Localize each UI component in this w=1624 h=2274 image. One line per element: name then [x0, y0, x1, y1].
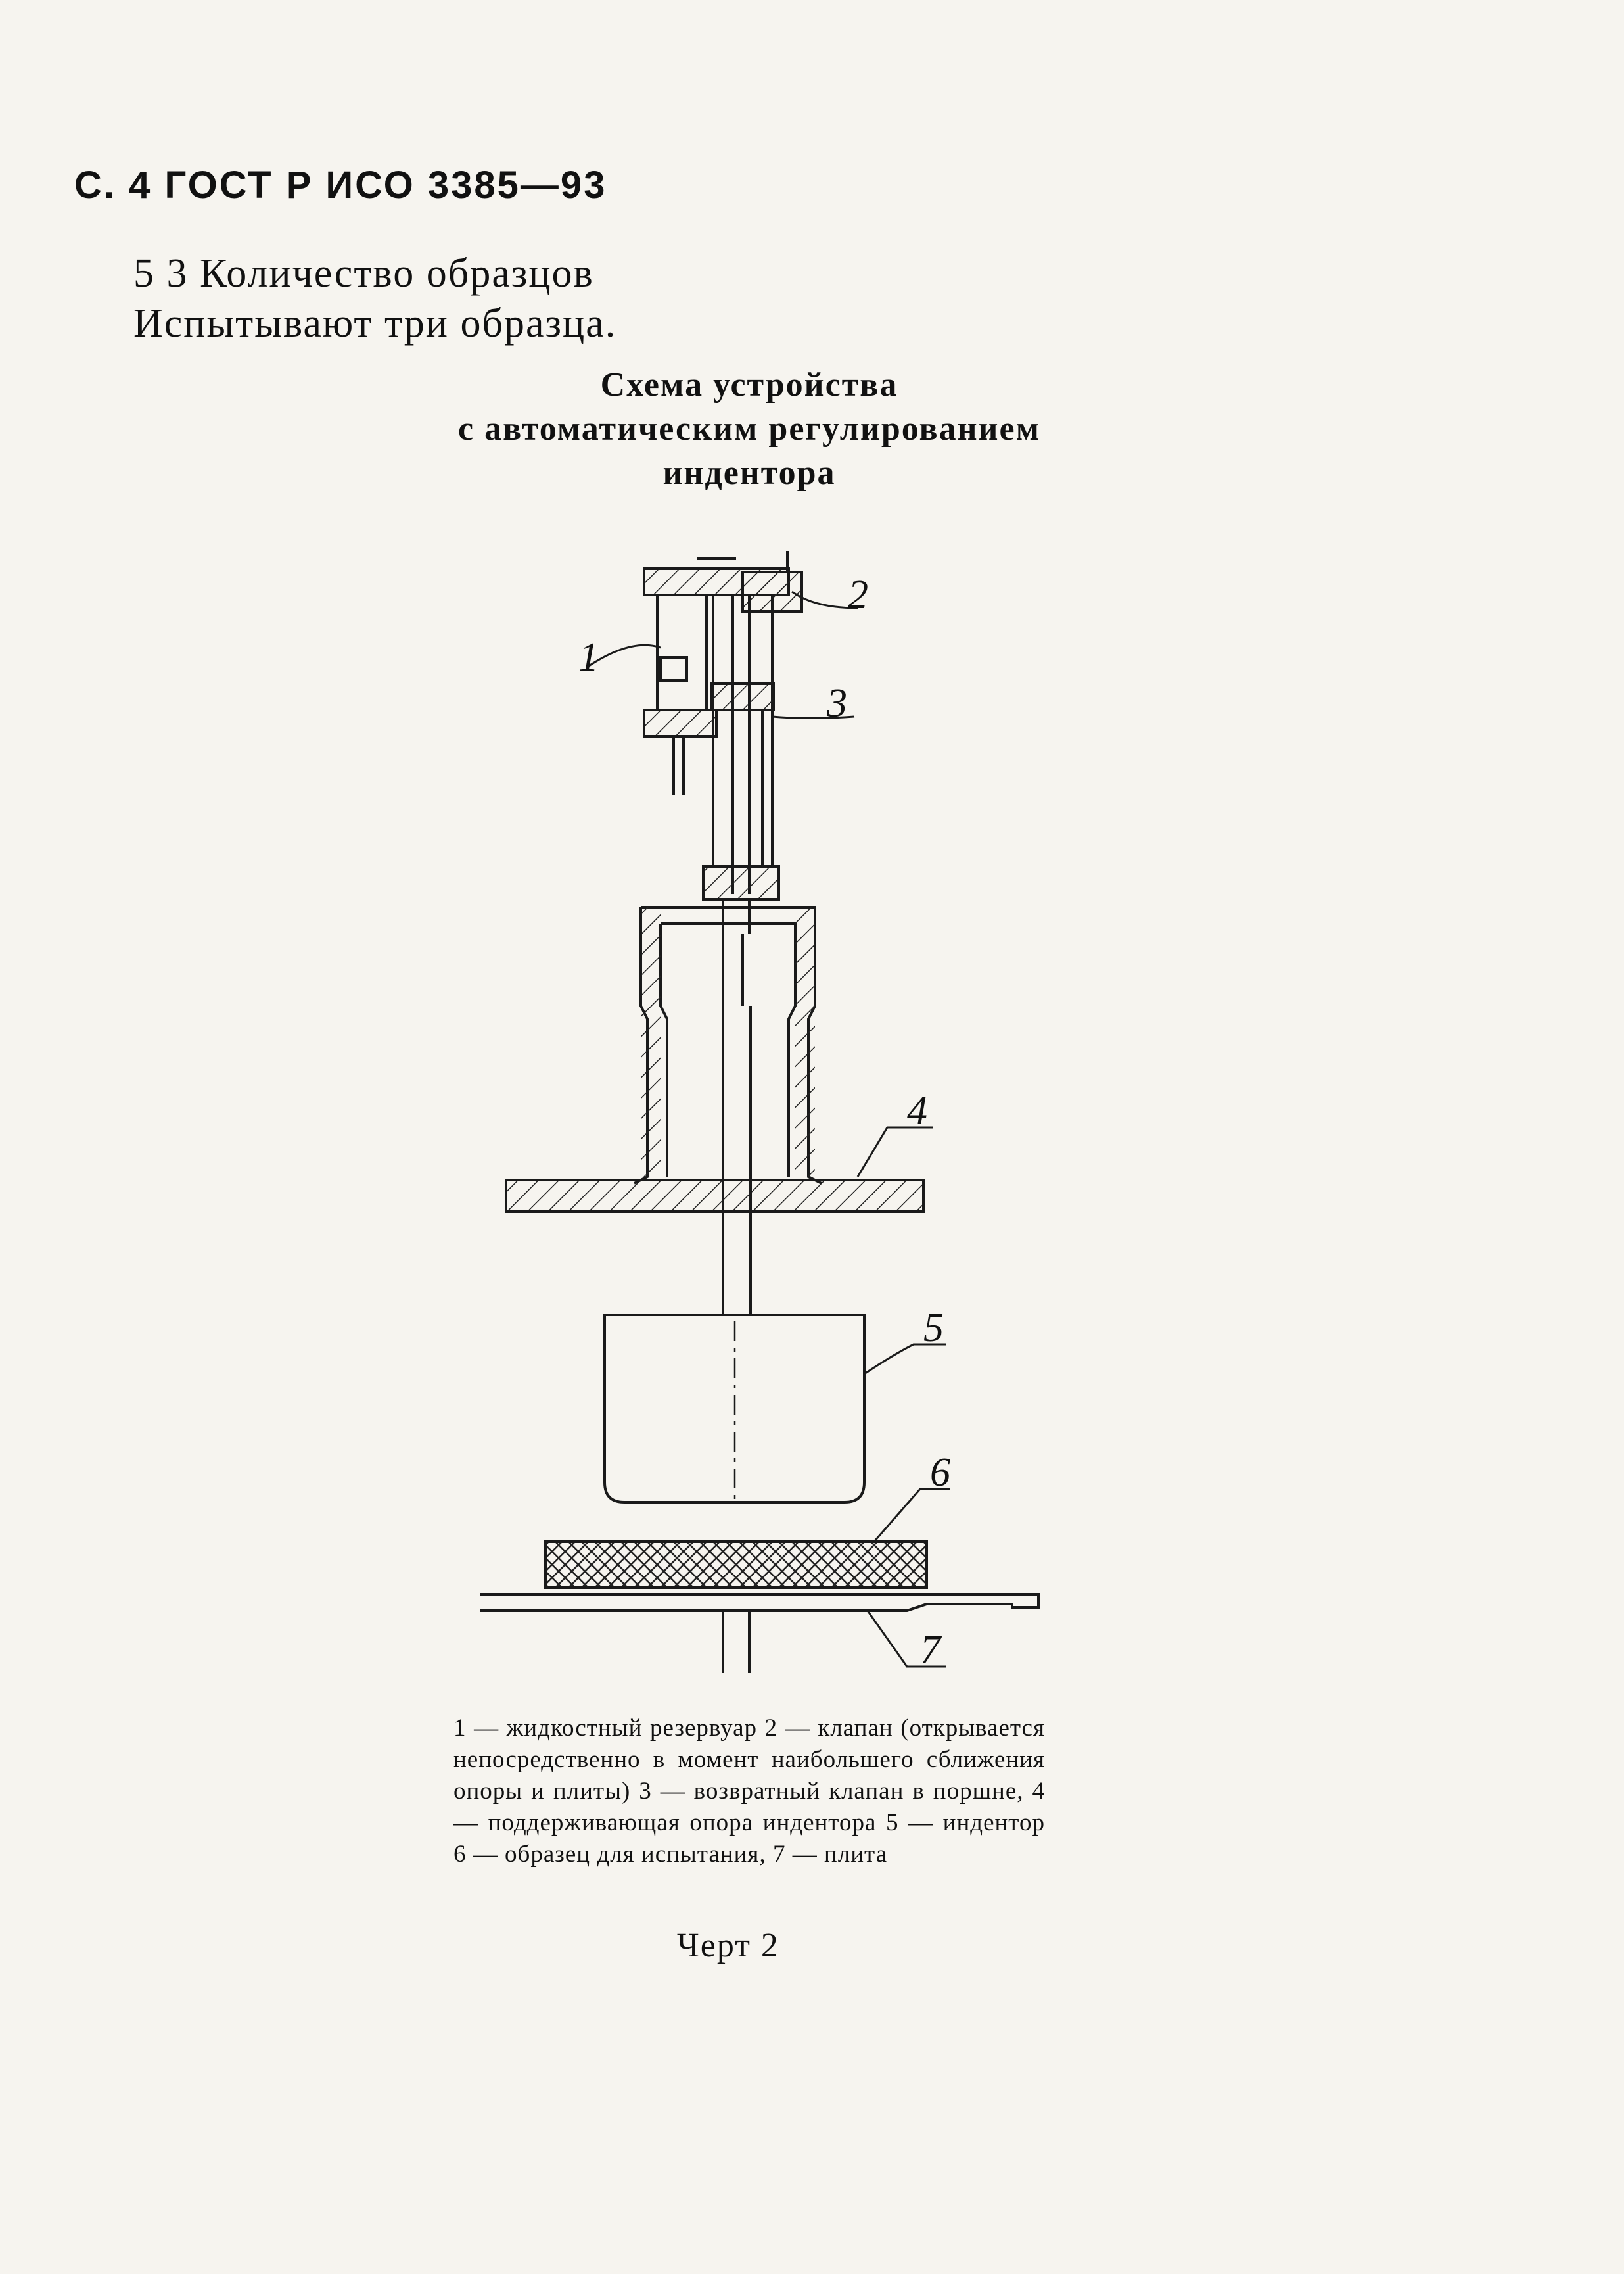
indenter [605, 1315, 864, 1502]
liquid-reservoir [644, 595, 716, 795]
part-number-1: 1 [578, 635, 599, 680]
figure-title-line-3: индентора [662, 454, 836, 492]
indenter-rod [723, 934, 751, 1315]
section-text: Испытывают три образца. [133, 301, 617, 346]
part-number-6: 6 [930, 1450, 950, 1495]
test-specimen [545, 1542, 927, 1588]
figure-title-line-2: с автоматическим регулированием [457, 410, 1040, 448]
indenter-support [506, 907, 923, 1212]
page-header: С. 4 ГОСТ Р ИСО 3385—93 [74, 164, 607, 206]
part-number-5: 5 [923, 1306, 944, 1350]
figure-caption: Черт 2 [677, 1927, 779, 1964]
figure-title-line-1: Схема устройства [600, 366, 898, 404]
section-heading: 5 3 Количество образцов [133, 251, 594, 296]
part-number-4: 4 [907, 1089, 927, 1133]
plate [480, 1594, 1038, 1673]
part-number-7: 7 [920, 1628, 940, 1672]
part-number-3: 3 [827, 681, 847, 726]
figure-legend: 1 — жидкостный резервуар 2 — клапан (открывается непосредственно в момент наибольшего сближения опоры и плиты) 3 — возвратный клапан в поршне, 4 — поддерживающая опора индентора 5 — индентор 6 — образец для испытания, 7 — плита [453, 1715, 1045, 1868]
top-valve-head [644, 551, 802, 611]
part-number-2: 2 [848, 573, 868, 617]
piston-body [711, 595, 774, 894]
